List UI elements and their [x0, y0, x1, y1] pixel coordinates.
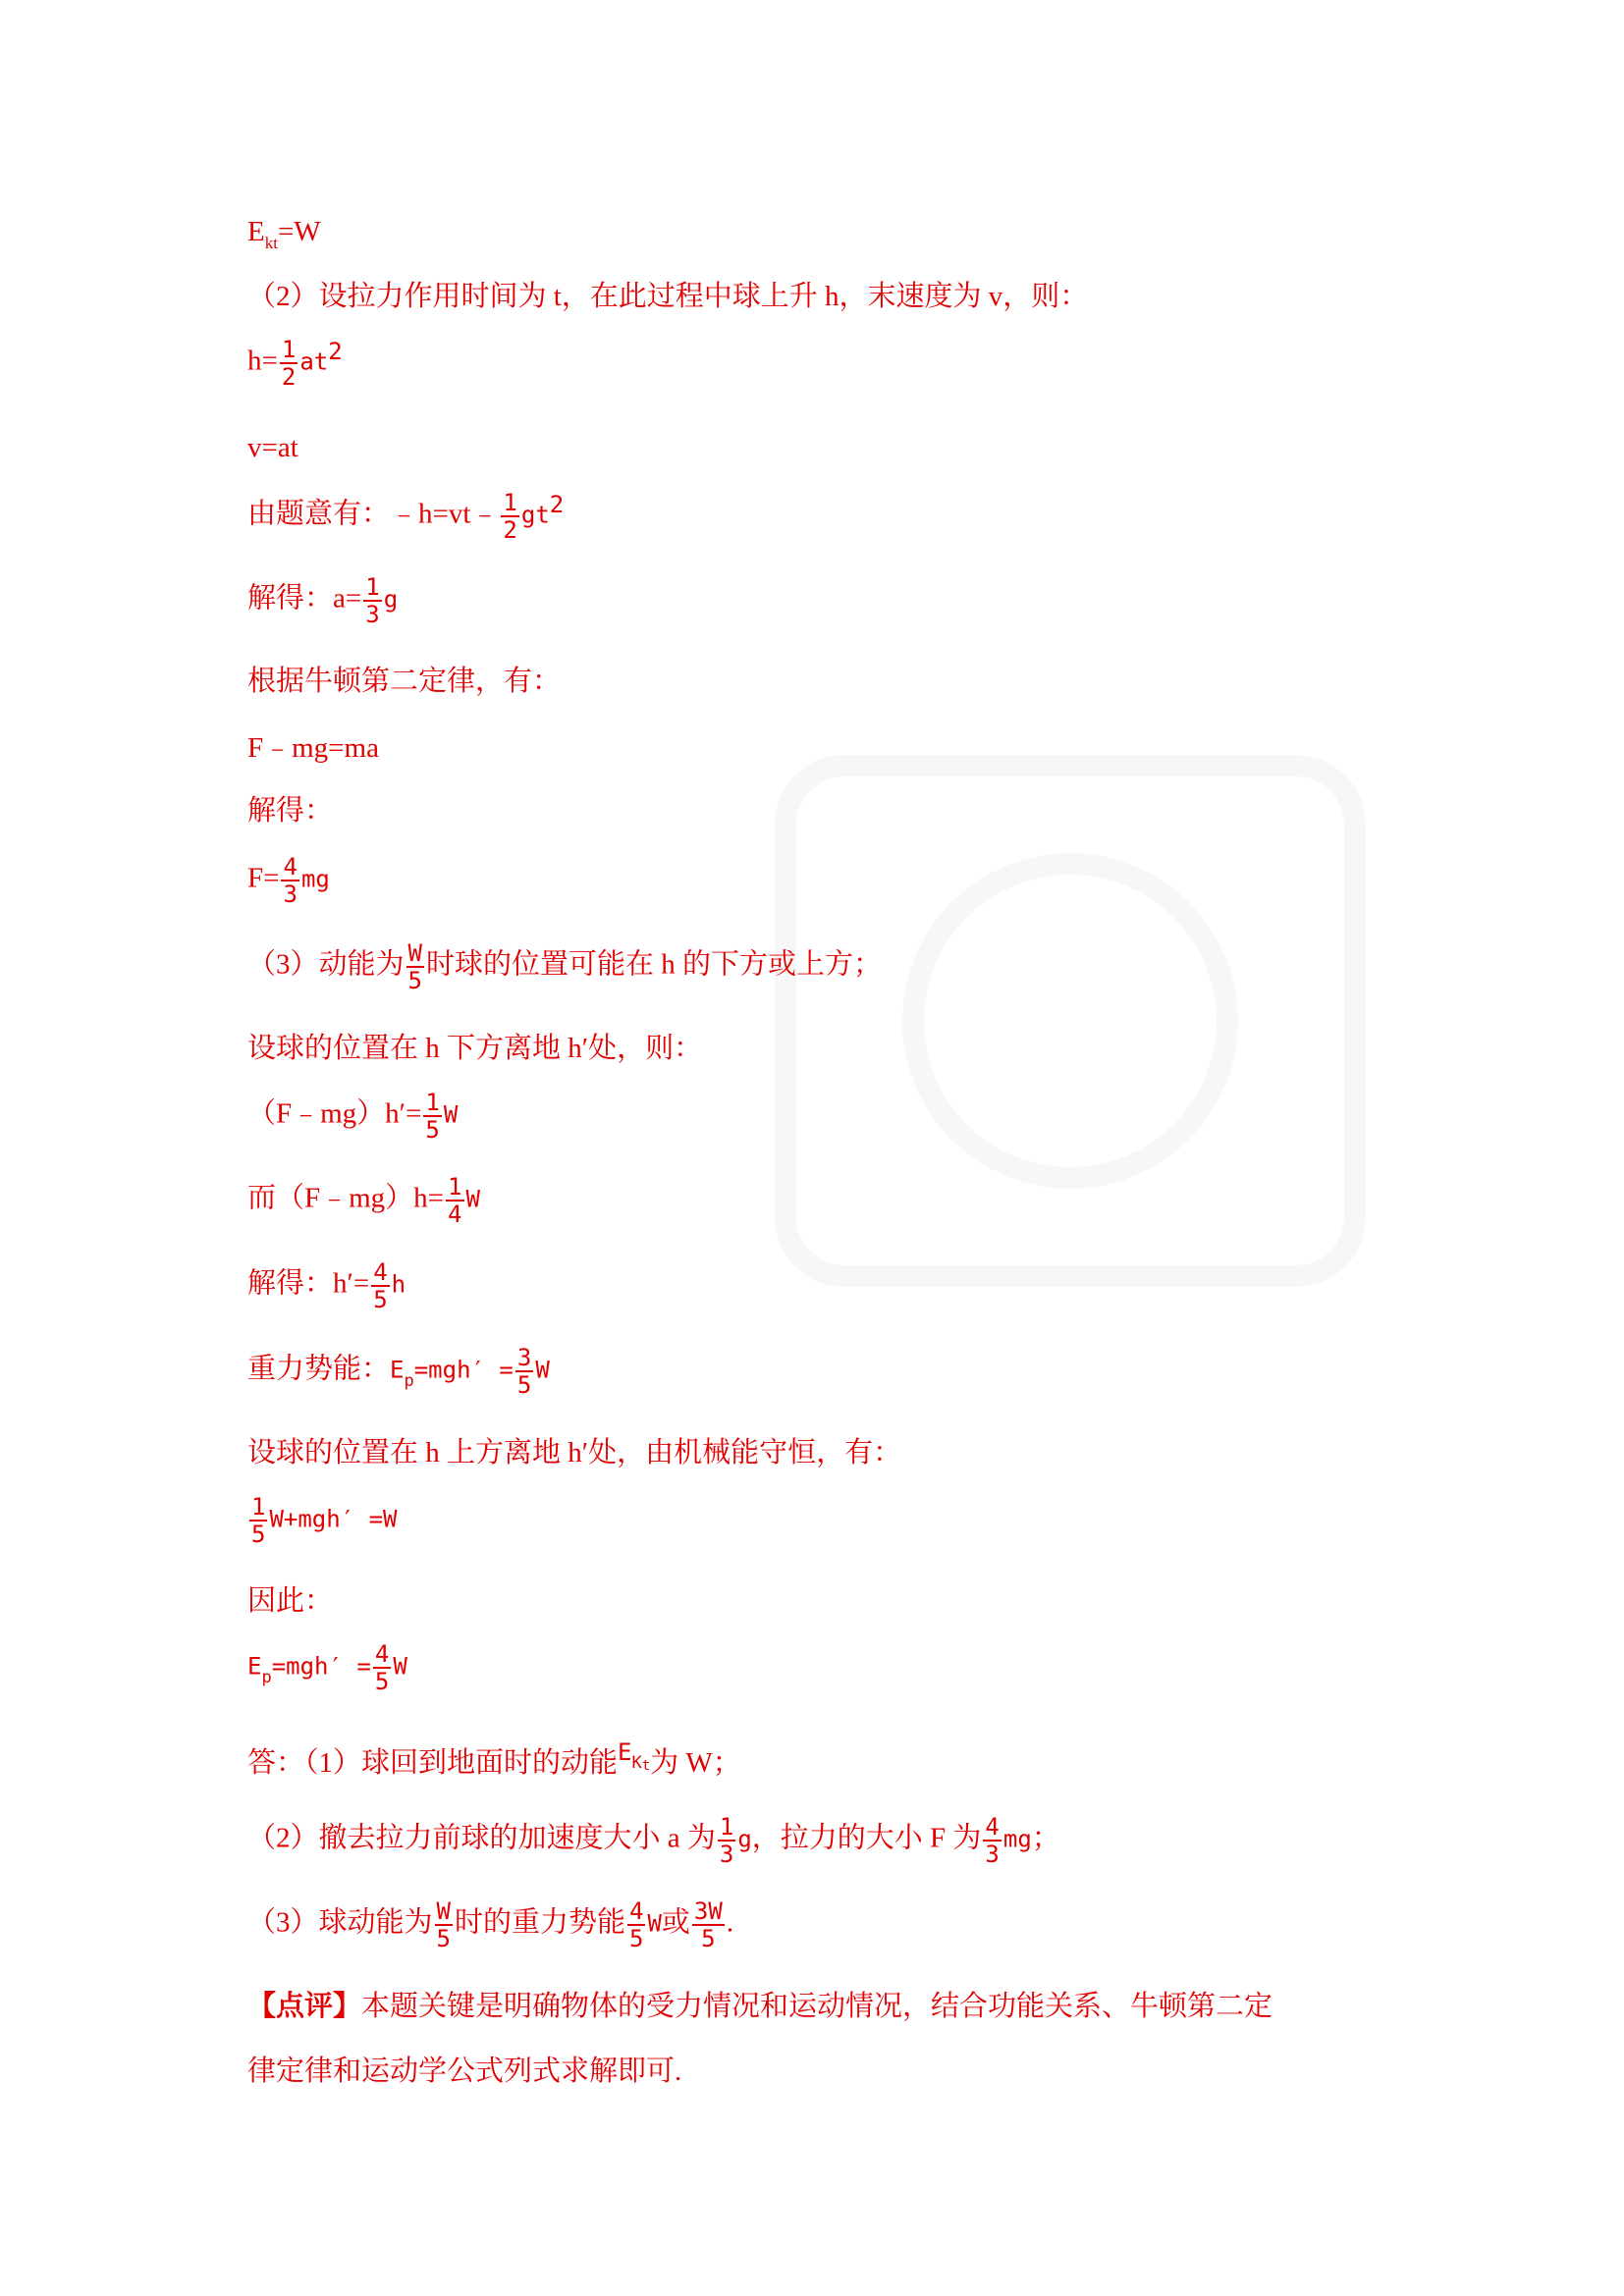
equation-newton: F﹣mg=ma — [247, 732, 379, 764]
comment-line-2: 律定律和运动学公式列式求解即可. — [247, 2056, 682, 2087]
line-ekt: $E_{kt}=W$ — [247, 216, 321, 252]
equation-work-h: 而（F﹣mg）h= $\frac{1}{4}$ W — [247, 1173, 480, 1228]
line-above-case: 设球的位置在 h 上方离地 h′处，由机械能守恒，有： — [247, 1437, 902, 1468]
result-h-prime: 解得：h′= $\frac{4}{5}$ h — [247, 1258, 406, 1313]
line-part3-intro: （3）动能为 $\frac{W}{5}$ 时球的位置可能在 h 的下方或上方； — [247, 939, 882, 994]
result-f: F= $\frac{4}{3}$ mg — [247, 853, 330, 908]
equation-displacement: 由题意有：﹣h=vt﹣ $\frac{1}{2}$ $gt^2$ — [247, 489, 565, 544]
line-part2-intro: （2）设拉力作用时间为 t，在此过程中球上升 h，末速度为 v，则： — [247, 281, 1089, 312]
line-solve: 解得： — [247, 795, 334, 827]
result-potential-below: 重力势能：$E_p=mgh'$ = $\frac{3}{5}$ W — [247, 1344, 550, 1399]
answer-1: 答：（1）球回到地面时的动能$^E$Kt为 W； — [247, 1738, 741, 1779]
comment-line-1: 【点评】本题关键是明确物体的受力情况和运动情况，结合功能关系、牛顿第二定 — [247, 1991, 1273, 2022]
equation-v: v=at — [247, 432, 298, 463]
result-a: 解得：a= $\frac{1}{3}$ g — [247, 573, 399, 628]
equation-h: h= $\frac{1}{2}$ $at^2$ — [247, 336, 343, 391]
result-potential-above: $E_p=mgh'$ = $\frac{4}{5}$ W — [247, 1640, 407, 1695]
answer-2: （2）撤去拉力前球的加速度大小 a 为 $\frac{1}{3}$ g，拉力的大小 F 为 $\frac{4}{3}$ mg； — [247, 1813, 1060, 1868]
line-therefore: 因此： — [247, 1585, 334, 1617]
line-newton: 根据牛顿第二定律，有： — [247, 666, 562, 697]
answer-3: （3）球动能为 $\frac{W}{5}$ 时的重力势能 $\frac{4}{5}$ W或 $\frac{3W}{5}$ . — [247, 1897, 734, 1952]
equation-work-below: （F﹣mg）h′= $\frac{1}{5}$ W — [247, 1089, 459, 1144]
equation-energy-conservation: $\frac{1}{5}$ W+mgh′ =W — [251, 1493, 398, 1548]
watermark — [746, 726, 1394, 1315]
line-below-case: 设球的位置在 h 下方离地 h′处，则： — [247, 1033, 703, 1064]
